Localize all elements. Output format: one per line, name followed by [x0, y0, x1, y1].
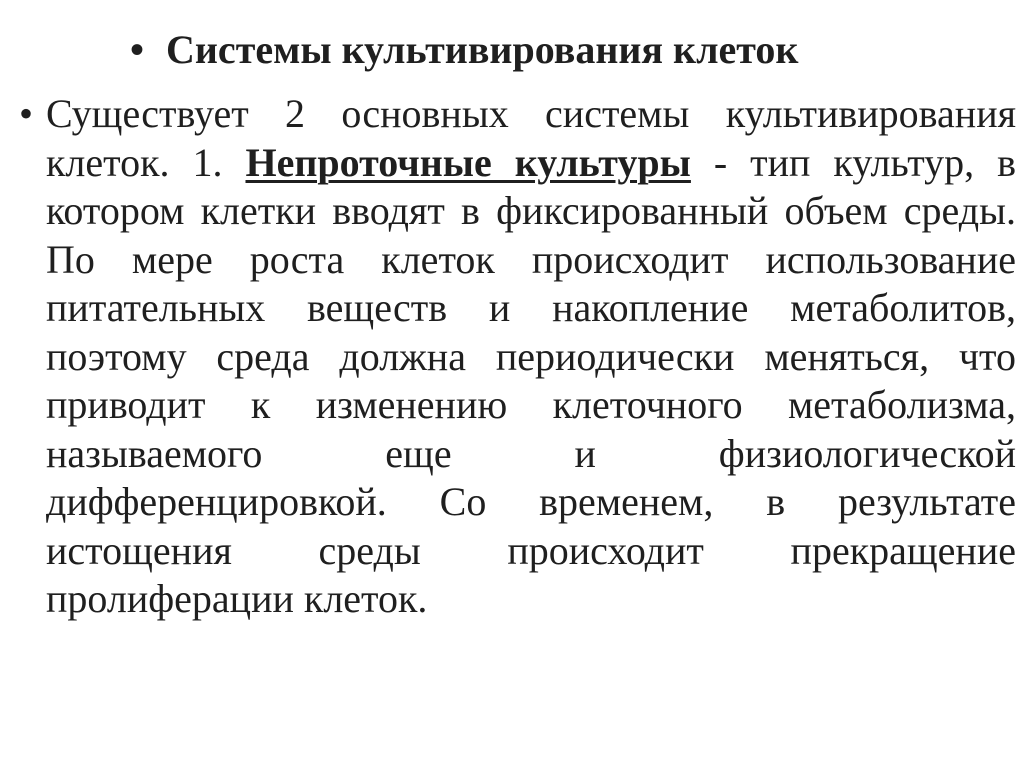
intro-sentence: Существует 2 основных системы культивирования клеток. [46, 91, 1016, 185]
term-definition: - тип культур, в котором клетки вводят в фиксированный объем среды. По мере роста клеток происходит использование питательных веществ и накопление метаболитов, поэтому среда должна периодически меняться, что приводит к изменению клеточного метаболизма, называемого еще и физиологической дифференцировкой. Со временем, в результате истощения среды происходит прекращение пролиферации клеток. [46, 139, 1017, 621]
term-heading: Непроточные культуры [245, 139, 691, 185]
body-paragraph [46, 90, 1016, 624]
slide-title-row [130, 26, 1004, 74]
slide-title: Системы культивирования клеток [166, 27, 799, 72]
item-number: 1. [192, 139, 223, 185]
title-bullet-icon: • [130, 27, 145, 72]
body-bullet-icon: • [18, 91, 33, 136]
body-bullet-item [6, 90, 1018, 624]
